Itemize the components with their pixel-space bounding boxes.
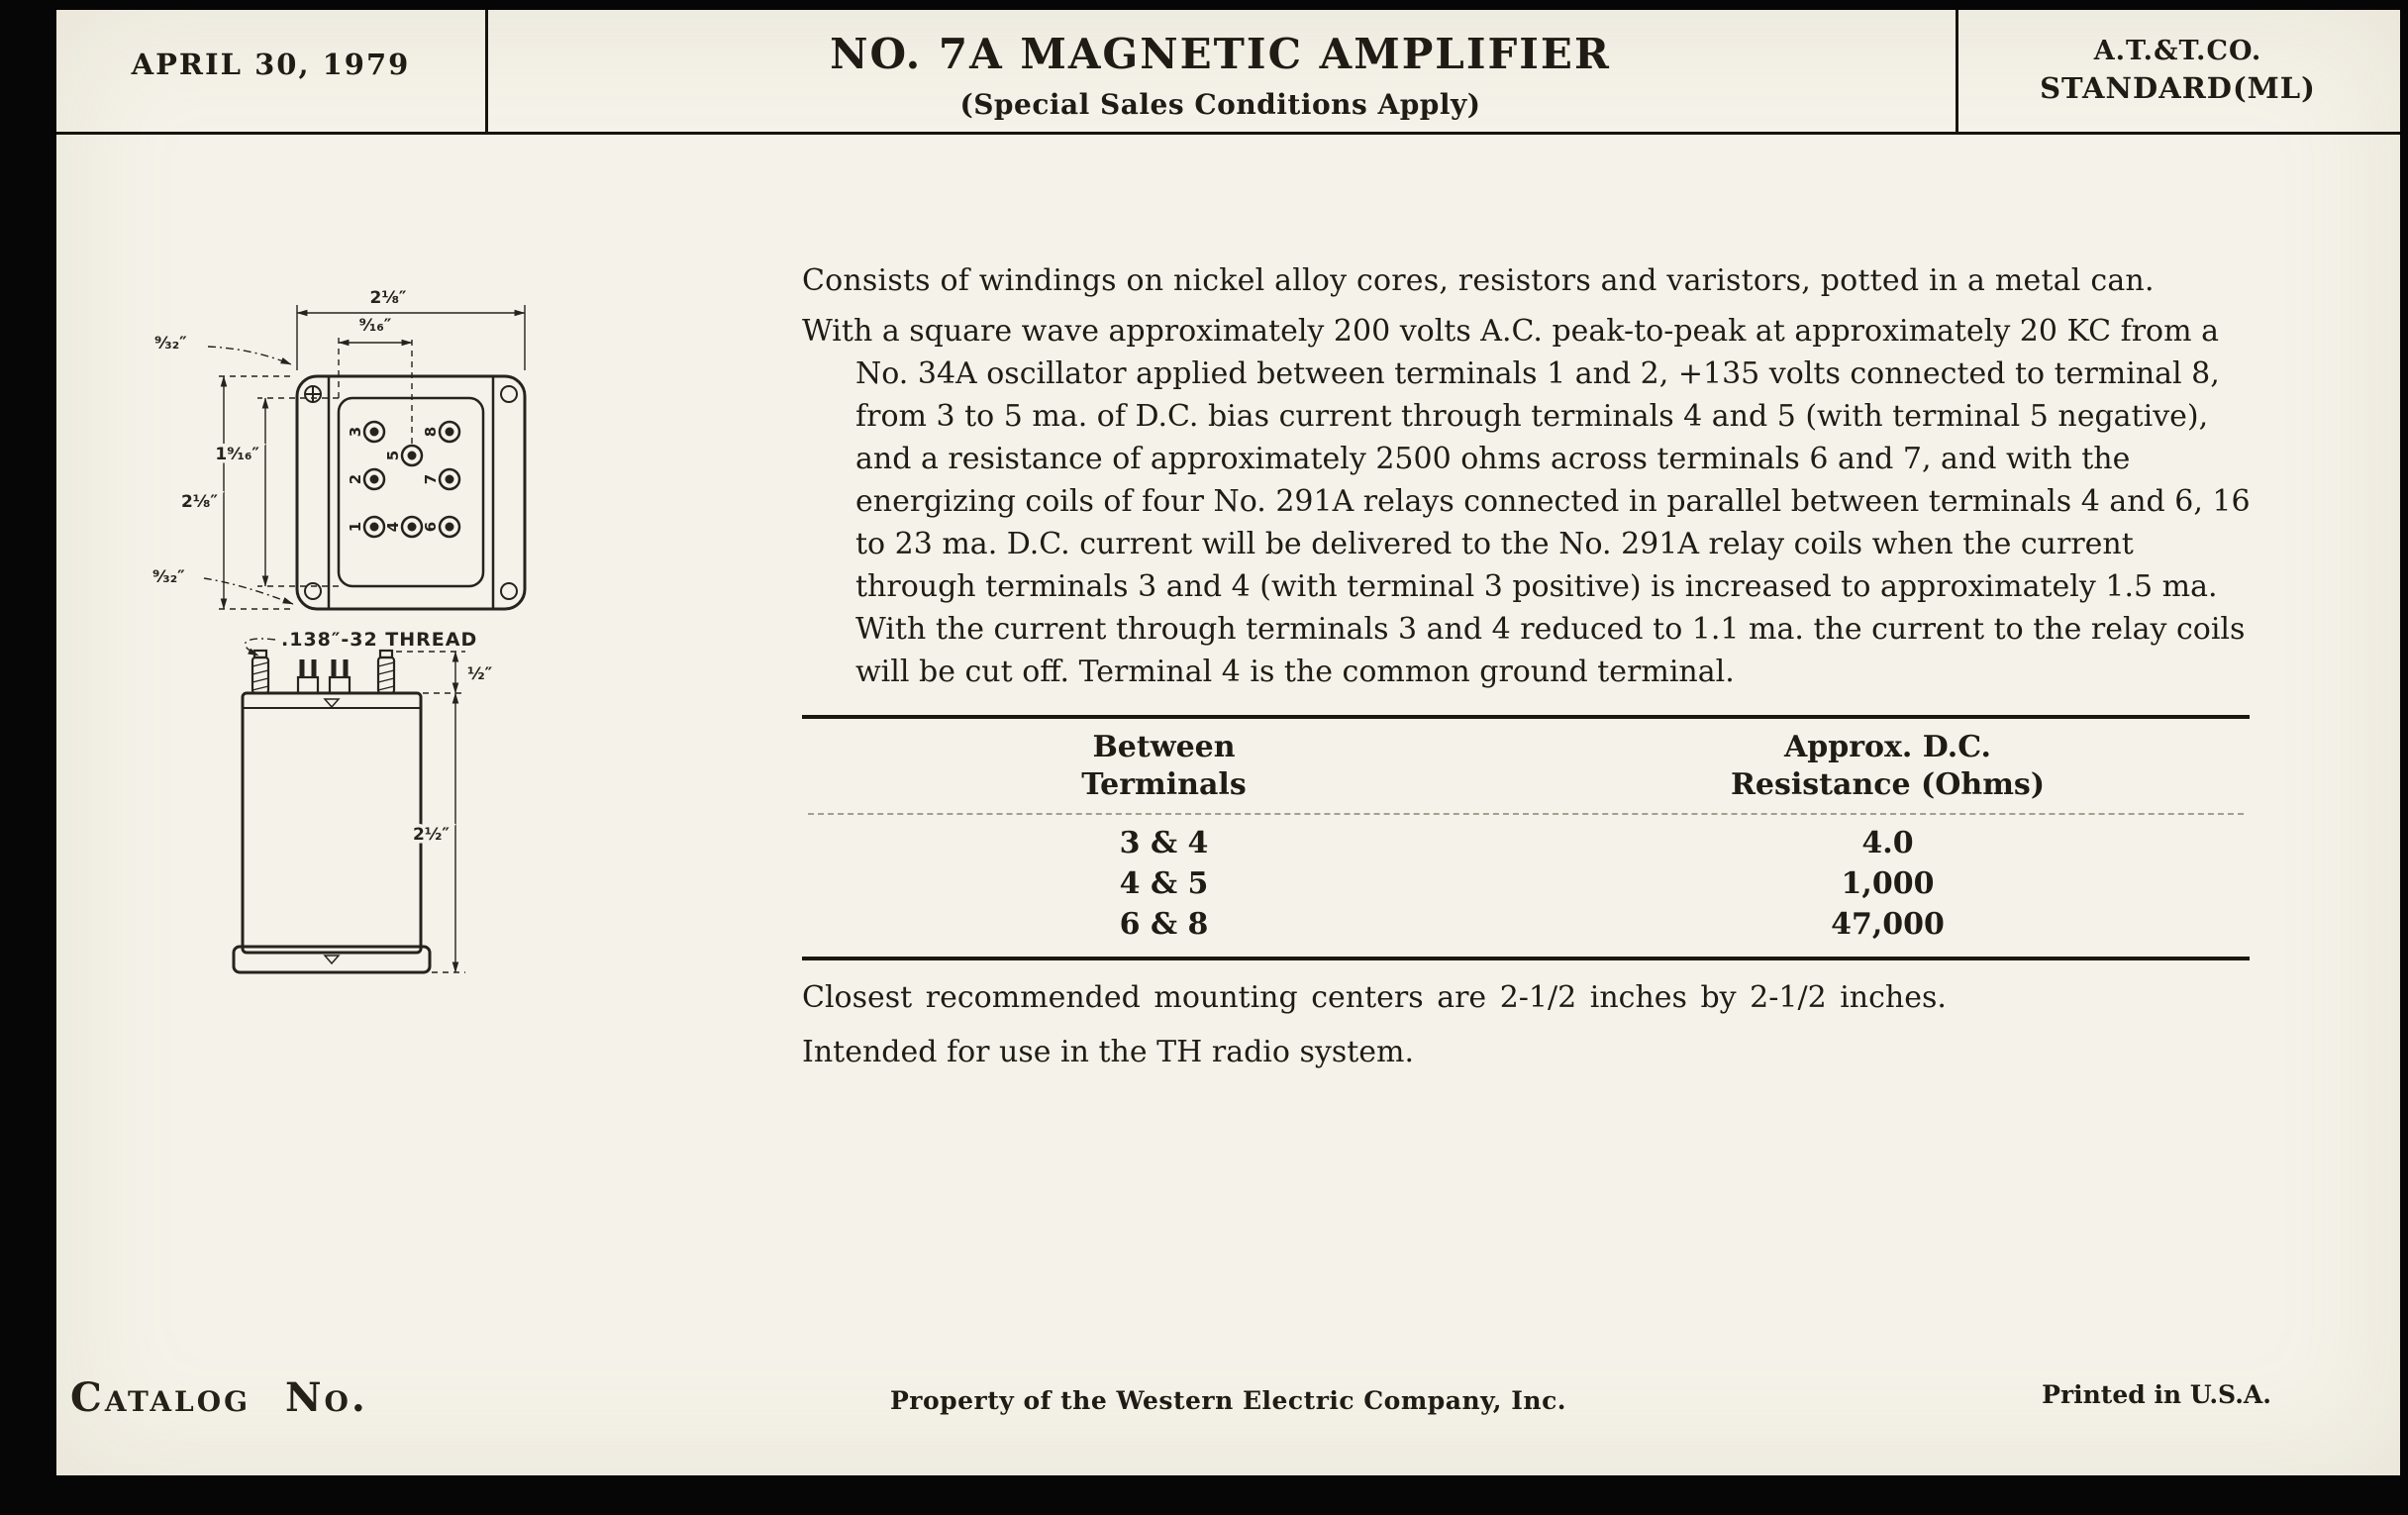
table-header-row xyxy=(802,729,2250,804)
screw-hole-icon xyxy=(501,386,517,402)
can-base-flange xyxy=(234,947,430,972)
terminal-dot xyxy=(446,428,454,437)
side-view-drawing xyxy=(234,651,430,972)
dimension-labels-side-view xyxy=(413,664,493,845)
terminal-dot xyxy=(408,452,417,460)
solder-lug xyxy=(330,659,350,693)
dimension-lines-side-view xyxy=(396,652,465,972)
table-header-line: Between xyxy=(1092,730,1236,764)
dimension-label-inner-height: 1⁹⁄₁₆″ xyxy=(215,445,259,464)
terminal-dot xyxy=(446,475,454,484)
dimension-label-can-height: 2½″ xyxy=(412,825,450,845)
top-view-drawing xyxy=(297,376,525,609)
dimension-label-height: 2⅛″ xyxy=(180,492,218,512)
plate-outline xyxy=(297,376,525,609)
table-header-divider xyxy=(808,813,2244,815)
cell-terminals: 6 & 8 xyxy=(1119,907,1209,942)
threaded-stud xyxy=(252,651,268,693)
index-mark-icon xyxy=(325,699,339,707)
terminal-number: 6 xyxy=(422,521,440,533)
terminal-dot xyxy=(408,523,417,532)
header-rule xyxy=(56,132,2400,135)
dimension-labels-top-view xyxy=(152,288,407,587)
page-subtitle: (Special Sales Conditions Apply) xyxy=(959,88,1481,121)
table-header-line: Resistance (Ohms) xyxy=(1730,767,2046,802)
org-standard: STANDARD(ML) xyxy=(2040,71,2316,105)
catalog-number-label: Catalog No. xyxy=(70,1374,368,1421)
thread-label: .138″-32 THREAD xyxy=(281,629,478,651)
index-mark-icon xyxy=(325,956,339,963)
org-block xyxy=(1956,36,2400,105)
terminal-number: 1 xyxy=(347,521,364,533)
org-name: A.T.&T.CO. xyxy=(2093,36,2262,66)
cell-resistance: 4.0 xyxy=(1861,826,1914,860)
table-row xyxy=(802,904,2250,945)
usage-note: Intended for use in the TH radio system. xyxy=(802,1035,1415,1069)
cell-resistance: 1,000 xyxy=(1841,866,1935,901)
paper xyxy=(56,10,2400,1475)
table-header-resistance xyxy=(1526,729,2250,804)
terminal-number: 8 xyxy=(422,426,440,438)
terminal-dot xyxy=(370,475,379,484)
can-body xyxy=(243,693,421,953)
terminal-dot xyxy=(446,523,454,532)
terminal-field-outline xyxy=(339,398,483,586)
operation-paragraph: With a square wave approximately 200 volts A.C. peak-to-peak at approximately 20 KC from a No. 34A oscillator applied between terminals 1 and 2, +135 volts connected to terminal 8, from 3 to 5 ma. of D.C. bias current through terminals 4 and 5 (with terminal 5 negative), and a resistance of approximately 2500 ohms across terminals 6 and 7, and with the energizing coils of four No. 291A relays connected in parallel between terminals 4 and 6, 16 to 23 ma. D.C. current will be delivered to the No. 291A relay coils when the current through terminals 3 and 4 (with terminal 3 positive) is increased to approximately 1.5 ma. With the current through terminals 3 and 4 reduced to 1.1 ma. the current to the relay coils will be cut off. Terminal 4 is the common ground terminal. xyxy=(802,314,2251,689)
table-header-terminals xyxy=(802,729,1526,804)
terminal-number: 3 xyxy=(347,426,364,438)
dimension-label-offset-bottom: ⁹⁄₃₂″ xyxy=(152,567,185,587)
property-notice: Property of the Western Electric Company, Inc. xyxy=(889,1386,1567,1415)
technical-drawing xyxy=(129,265,703,1107)
terminal-number: 5 xyxy=(384,450,402,461)
solder-lug xyxy=(298,659,318,693)
mounting-note: Closest recommended mounting centers are 2-1/2 inches by 2-1/2 inches. xyxy=(802,980,1947,1015)
dimension-label-width: 2⅛″ xyxy=(369,288,407,308)
table-row xyxy=(802,863,2250,904)
dimension-label-offset-top: ⁹⁄₃₂″ xyxy=(154,334,187,354)
table-header-line: Terminals xyxy=(1081,767,1247,802)
thread-leader-line xyxy=(245,639,275,656)
cell-terminals: 4 & 5 xyxy=(1119,866,1209,901)
threaded-stud xyxy=(378,651,394,693)
terminal-dot xyxy=(370,428,379,437)
printed-in-usa-label: Printed in U.S.A. xyxy=(2042,1380,2271,1409)
table-row xyxy=(802,823,2250,863)
resistance-table xyxy=(802,715,2250,960)
page-title: NO. 7A MAGNETIC AMPLIFIER xyxy=(830,30,1611,78)
cell-resistance: 47,000 xyxy=(1831,907,1945,942)
screw-hole-icon xyxy=(501,583,517,599)
issue-date: APRIL 30, 1979 xyxy=(131,48,411,81)
description-column xyxy=(802,259,2256,1073)
terminal-dot xyxy=(370,523,379,532)
table-header-line: Approx. D.C. xyxy=(1783,730,1991,764)
intro-paragraph: Consists of windings on nickel alloy cores, resistors and varistors, potted in a metal can. xyxy=(802,263,2155,298)
dimension-label-terminal-height: ½″ xyxy=(467,664,493,684)
terminal-number: 7 xyxy=(422,473,440,485)
screw-holes xyxy=(305,386,517,599)
title-block xyxy=(485,30,1956,121)
dimension-label-inner-width: ⁹⁄₁₆″ xyxy=(358,316,392,336)
terminal-number: 2 xyxy=(347,473,364,485)
cell-terminals: 3 & 4 xyxy=(1119,826,1209,860)
terminal-number: 4 xyxy=(384,521,402,533)
terminal-numbers xyxy=(347,427,440,532)
